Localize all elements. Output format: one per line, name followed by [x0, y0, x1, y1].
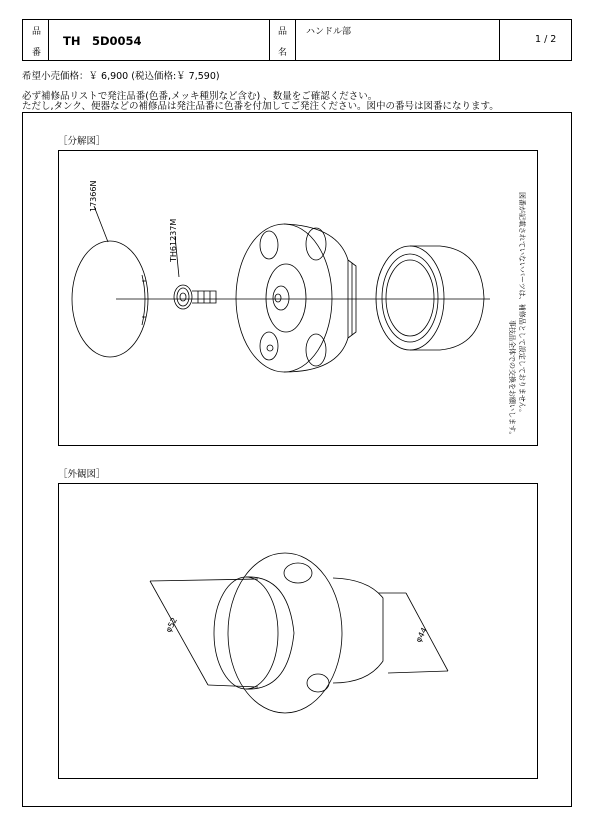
- nut-ring-part: [376, 246, 484, 350]
- dim-label-phi44: φ44: [413, 626, 430, 644]
- hinmei-label-2: 名: [278, 48, 288, 58]
- side-note-2: 事技品全体での交換をお願いします。: [508, 320, 516, 439]
- divider: [48, 20, 49, 60]
- external-heading: ［外観図］: [58, 469, 106, 480]
- product-number: TH 5D0054: [63, 34, 142, 48]
- exploded-drawing: [58, 150, 538, 446]
- part-label-TH61237M: TH61237M: [169, 218, 178, 262]
- hinmei-label-1: 品: [278, 27, 288, 37]
- divider: [269, 20, 270, 60]
- handle-body-part: [236, 224, 356, 372]
- divider: [295, 20, 296, 60]
- dimension-phi52: [150, 579, 258, 687]
- dimension-phi44: [378, 593, 448, 673]
- exploded-heading: ［分解図］: [58, 136, 106, 147]
- dim-label-phi52: φ52: [163, 616, 180, 634]
- handle-external-part: [214, 553, 383, 713]
- hinban-label-1: 品: [32, 27, 42, 37]
- washer-screw-part: [174, 285, 216, 309]
- order-note-1: 必ず補修品リストで発注品番(色番,メッキ種別など含む) 、数量をご確認ください。: [22, 91, 378, 102]
- price-note: 希望小売価格：￥ 6,900 (税込価格:￥ 7,590): [22, 71, 220, 82]
- divider: [499, 20, 500, 60]
- product-name: ハンドル部: [306, 27, 352, 37]
- part-label-17366N: 17366N: [89, 180, 98, 212]
- external-drawing: [58, 483, 538, 779]
- page-indicator: 1 / 2: [535, 34, 557, 45]
- header-table: [22, 19, 572, 61]
- order-note-2: ただし,タンク、便器などの補修品は発注品番に色番を付加してご発注ください。図中の番号は図番になります。: [22, 101, 499, 112]
- side-note-1: 図番が記載されていないパーツは、補修品として設定しておりません。: [518, 192, 526, 417]
- hinban-label-2: 番: [32, 48, 42, 58]
